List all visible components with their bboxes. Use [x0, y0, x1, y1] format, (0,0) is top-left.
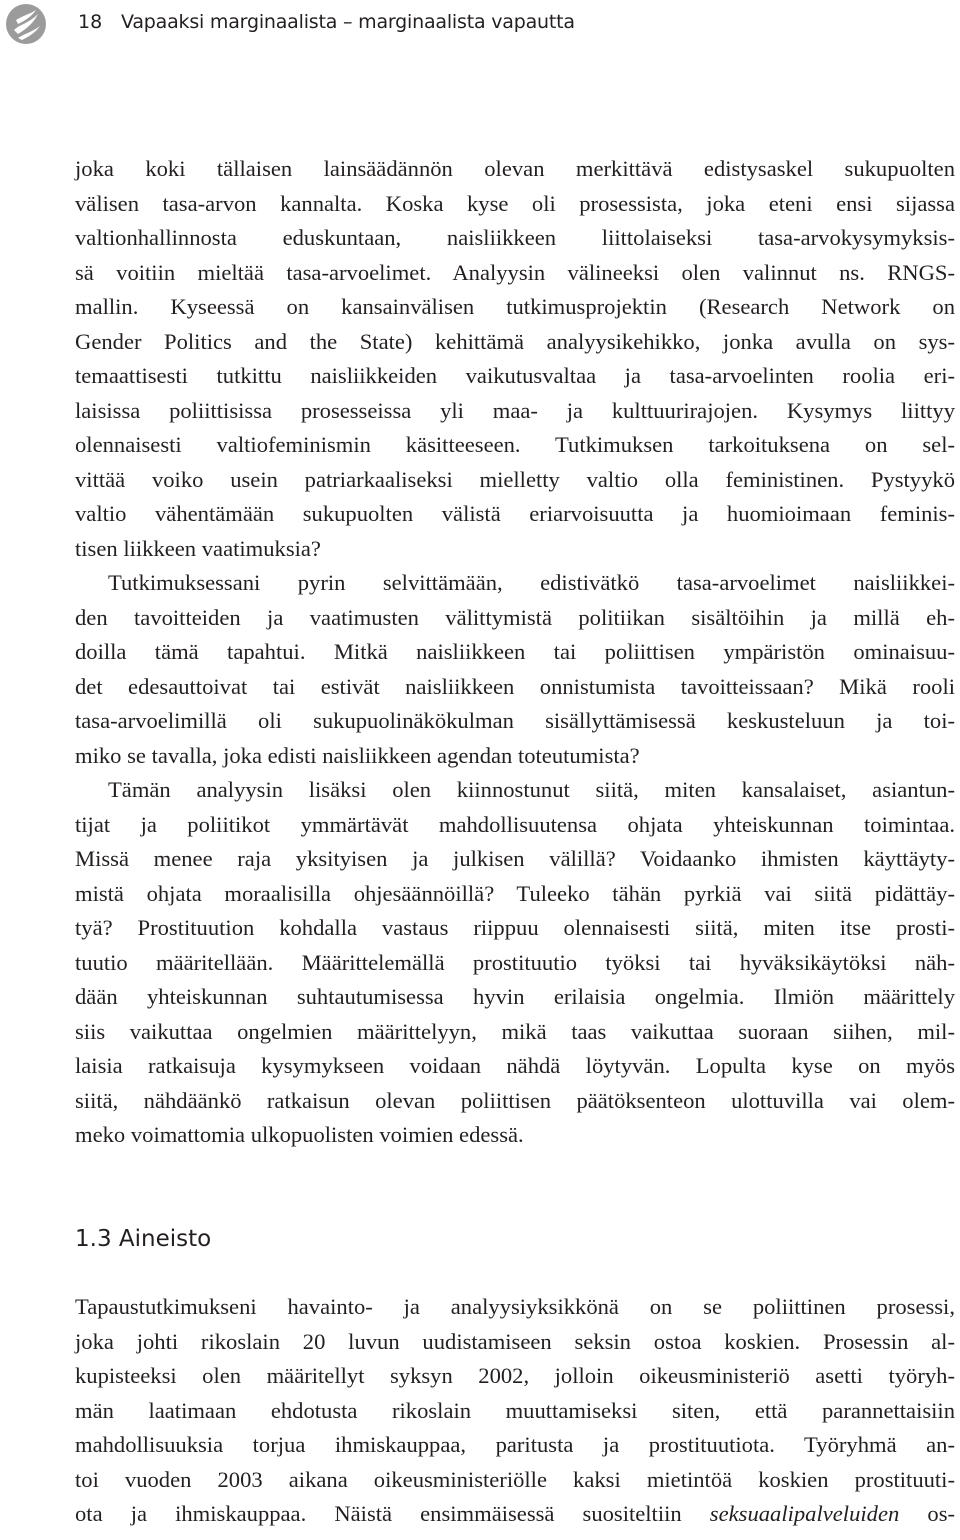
text-line: olennaisesti valtiofeminismin käsitteeseen. Tutkimuksen tarkoituksena on sel-	[75, 432, 955, 457]
text-line: tuutio määritellään. Määrittelemällä prostituutio työksi tai hyväksikäytöksi näh-	[75, 949, 955, 975]
text-line: tijat ja poliitikot ymmärtävät mahdollisuutensa ohjata yhteiskunnan toimintaa.	[75, 811, 955, 837]
text-line: doilla tämä tapahtui. Mitkä naisliikkeen tai poliittisen ympäristön ominaisuu-	[75, 639, 955, 664]
text-line: kupisteeksi olen määritellyt syksyn 2002, jolloin oikeusministeriö asetti työryh-	[75, 1363, 955, 1388]
running-title: Vapaaksi marginaalista – marginaalista vapautta	[121, 11, 575, 33]
text-line: temaattisesti tutkittu naisliikkeiden vaikutusvaltaa ja tasa-arvoelinten roolia eri-	[75, 363, 955, 388]
text-line: laisissa poliittisissa prosesseissa yli maa- ja kulttuurirajojen. Kysymys liittyy	[75, 397, 955, 423]
text-line: det edesauttoivat tai estivät naisliikkeen onnistumista tavoitteissaan? Mikä rooli	[75, 673, 955, 699]
section-heading: 1.3 Aineisto	[75, 1226, 212, 1252]
text-line: tasa-arvoelimillä oli sukupuolinäkökulman sisällyttämisessä keskusteluun ja toi-	[75, 708, 955, 733]
text-segment: os-	[899, 1501, 956, 1526]
paragraph-4	[75, 1290, 955, 1532]
running-header	[0, 0, 960, 50]
text-line: Tapaustutkimukseni havainto- ja analyysiyksikkönä on se poliittinen prosessi,	[75, 1294, 955, 1319]
text-line: joka koki tällaisen lainsäädännön olevan merkittävä edistysaskel sukupuolten	[75, 156, 955, 181]
text-line: toi vuoden 2003 aikana oikeusministeriölle kaksi mietintöä koskien prostituuti-	[75, 1466, 955, 1492]
page-number: 18	[78, 11, 103, 33]
text-line: Tutkimuksessani pyrin selvittämään, edistivätkö tasa-arvoelimet naisliikkei-	[108, 570, 955, 595]
paragraph-2	[75, 566, 955, 773]
text-line: Gender Politics and the State) kehittämä analyysikehikko, jonka avulla on sys-	[75, 328, 955, 354]
text-line: Tämän analyysin lisäksi olen kiinnostunut siitä, miten kansalaiset, asiantun-	[108, 777, 955, 802]
text-line: Missä menee raja yksityisen ja julkisen välillä? Voidaanko ihmisten käyttäyty-	[75, 846, 955, 871]
text-line: laisia ratkaisuja kysymykseen voidaan nähdä löytyvän. Lopulta kyse on myös	[75, 1053, 955, 1078]
text-line	[75, 1497, 955, 1532]
text-line: sä voitiin mieltää tasa-arvoelimet. Analyysin välineeksi olen valinnut ns. RNGS-	[75, 259, 955, 285]
paragraph-1	[75, 152, 955, 566]
text-line: tyä? Prostituution kohdalla vastaus riippuu olennaisesti siitä, miten itse prosti-	[75, 915, 955, 940]
italic-term: seksuaalipalveluiden	[709, 1501, 900, 1526]
text-segment: ota ja ihmiskauppaa. Näistä ensimmäisessä suositeltiin	[75, 1501, 710, 1526]
text-line: den tavoitteiden ja vaatimusten välittymistä politiikan sisältöihin ja millä eh-	[75, 604, 955, 630]
text-line: valtionhallinnosta eduskuntaan, naisliikkeen liittolaiseksi tasa-arvokysymyksis-	[75, 225, 955, 250]
text-line: mahdollisuuksia torjua ihmiskauppaa, paritusta ja prostituutiota. Työryhmä an-	[75, 1432, 955, 1457]
publisher-logo-icon	[4, 2, 48, 46]
text-line: tisen liikkeen vaatimuksia?	[75, 535, 321, 561]
text-line: joka johti rikoslain 20 luvun uudistamiseen seksin ostoa koskien. Prosessin al-	[75, 1328, 955, 1354]
text-line: siitä, nähdäänkö ratkaisun olevan poliittisen päätöksenteon ulottuvilla vai olem-	[75, 1087, 955, 1113]
text-line: mistä ohjata moraalisilla ohjesäännöillä? Tuleeko tähän pyrkiä vai siitä pidättäy-	[75, 880, 955, 906]
paragraph-3	[75, 773, 955, 1153]
text-line: meko voimattomia ulkopuolisten voimien edessä.	[75, 1122, 524, 1147]
text-line: dään yhteiskunnan suhtautumisessa hyvin erilaisia ongelmia. Ilmiön määrittely	[75, 984, 955, 1009]
text-line: mallin. Kyseessä on kansainvälisen tutkimusprojektin (Research Network on	[75, 294, 955, 319]
text-line: män laatimaan ehdotusta rikoslain muuttamiseksi siten, että parannettaisiin	[75, 1397, 955, 1423]
text-line: miko se tavalla, joka edisti naisliikkeen agendan toteutumista?	[75, 742, 640, 768]
text-line: välisen tasa-arvon kannalta. Koska kyse oli prosessista, joka eteni ensi sijassa	[75, 190, 955, 216]
text-line: vittää voiko usein patriarkaaliseksi mielletty valtio olla feministinen. Pystyykö	[75, 466, 955, 492]
text-line: valtio vähentämään sukupuolten välistä eriarvoisuutta ja huomioimaan feminis-	[75, 501, 955, 526]
text-line: siis vaikuttaa ongelmien määrittelyyn, mikä taas vaikuttaa suoraan siihen, mil-	[75, 1018, 955, 1044]
